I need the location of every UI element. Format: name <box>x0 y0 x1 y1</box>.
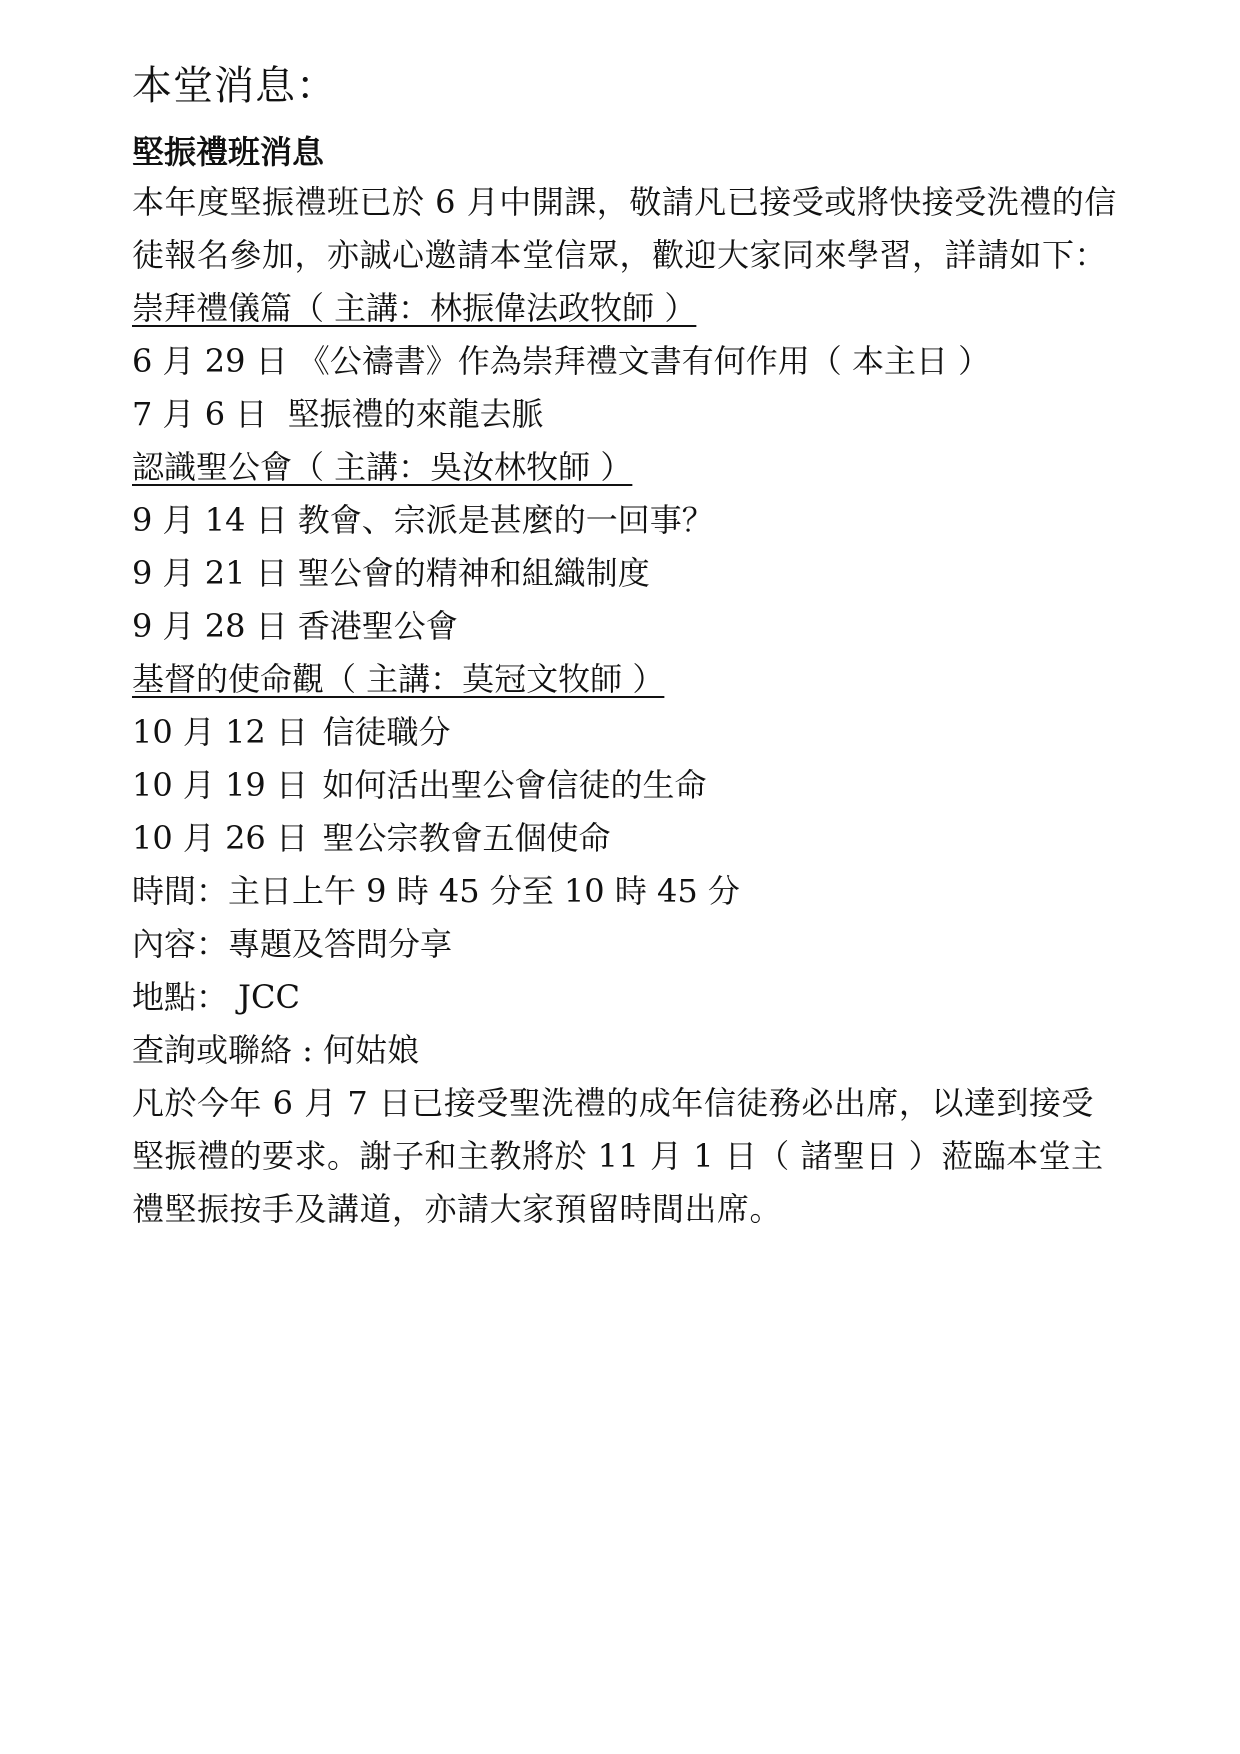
section-title: 堅振禮班消息 <box>132 133 325 171</box>
detail-venue: 地點： JCC <box>132 978 300 1016</box>
session-row <box>132 388 1122 441</box>
session-topic: 香港聖公會 <box>297 607 458 645</box>
session-date: 7 月 6 日 <box>132 395 268 433</box>
course-group-anglican <box>132 441 1122 653</box>
detail-contact: 查詢或聯絡 : 何姑娘 <box>132 1031 420 1069</box>
group-title: 基督的使命觀（ 主講：莫冠文牧師 ） <box>132 660 665 698</box>
session-row <box>132 600 1122 653</box>
detail-content: 內容：專題及答問分享 <box>132 925 453 963</box>
session-row <box>132 759 1122 812</box>
session-date: 10 月 12 日 <box>132 713 308 751</box>
intro-paragraph: 本年度堅振禮班已於 6 月中開課，敬請凡已接受或將快接受洗禮的信徒報名參加，亦誠心邀請本堂信眾，歡迎大家同來學習，詳請如下： <box>132 183 1117 274</box>
session-date: 6 月 29 日 <box>132 342 288 380</box>
session-row <box>132 812 1122 865</box>
closing-paragraph: 凡於今年 6 月 7 日已接受聖洗禮的成年信徒務必出席，以達到接受堅振禮的要求。謝子和主教將於 11 月 1 日（ 諸聖日 ）蒞臨本堂主禮堅振按手及講道，亦請大家預留時間出席。 <box>132 1084 1104 1228</box>
session-topic: 聖公會的精神和組織制度 <box>297 554 650 592</box>
session-date: 9 月 28 日 <box>132 607 288 645</box>
session-topic: 教會、宗派是甚麼的一回事？ <box>297 501 714 539</box>
session-row <box>132 547 1122 600</box>
session-topic: 《公禱書》作為崇拜禮文書有何作用（ 本主日 ） <box>297 342 991 380</box>
session-date: 10 月 26 日 <box>132 819 308 857</box>
page-title: 本堂消息： <box>132 63 337 109</box>
session-topic: 聖公宗教會五個使命 <box>322 819 611 857</box>
session-date: 10 月 19 日 <box>132 766 308 804</box>
session-row <box>132 335 1122 388</box>
group-title: 崇拜禮儀篇（ 主講：林振偉法政牧師 ） <box>132 289 697 327</box>
session-topic: 堅振禮的來龍去脈 <box>287 395 544 433</box>
session-topic: 如何活出聖公會信徒的生命 <box>322 766 707 804</box>
document-page <box>132 58 1122 1236</box>
course-group-worship <box>132 282 1122 441</box>
detail-time: 時間：主日上午 9 時 45 分至 10 時 45 分 <box>132 872 740 910</box>
session-date: 9 月 21 日 <box>132 554 288 592</box>
session-date: 9 月 14 日 <box>132 501 288 539</box>
course-group-mission <box>132 653 1122 865</box>
session-row <box>132 494 1122 547</box>
session-topic: 信徒職分 <box>322 713 451 751</box>
session-row <box>132 706 1122 759</box>
group-title: 認識聖公會（ 主講：吳汝林牧師 ） <box>132 448 633 486</box>
